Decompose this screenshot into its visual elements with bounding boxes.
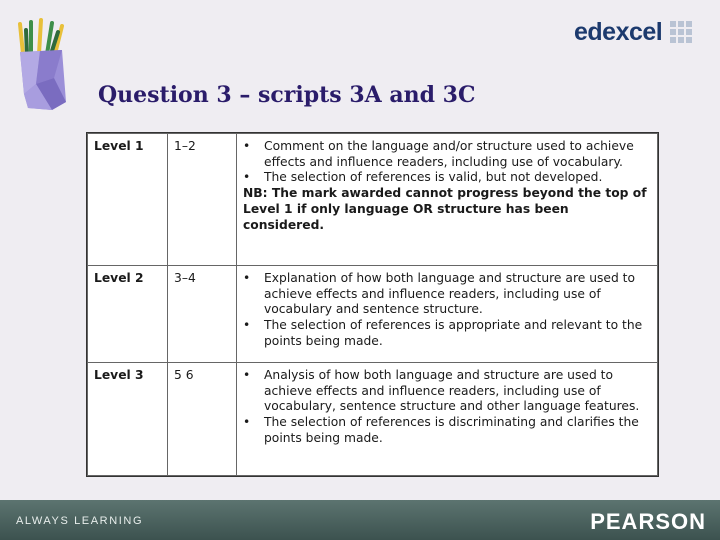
descriptor-text: The selection of references is discriminating and clarifies the points being made. [264, 415, 639, 445]
edexcel-dots-icon [670, 21, 692, 43]
marks-cell: 3–4 [168, 266, 237, 363]
descriptor-text: Analysis of how both language and structure are used to achieve effects and influence readers, including use of vocabulary, sentence structure and other language features. [264, 368, 640, 414]
table-row [88, 266, 658, 363]
mark-scheme-table [86, 132, 659, 477]
level-cell: Level 3 [88, 363, 168, 476]
marks-cell: 5 6 [168, 363, 237, 476]
bullet-icon: • [243, 368, 251, 382]
page-title: Question 3 – scripts 3A and 3C [98, 82, 476, 108]
pearson-logo: PEARSON [590, 509, 706, 534]
list-item [243, 415, 651, 446]
descriptor-cell [237, 266, 658, 363]
descriptor-text: Comment on the language and/or structure used to achieve effects and influence readers, including use of vocabulary. [264, 139, 634, 169]
bullet-icon: • [243, 139, 251, 153]
bullet-icon: • [243, 271, 251, 285]
footer-bar [0, 500, 720, 540]
list-item [243, 368, 651, 415]
bullet-icon: • [243, 318, 251, 333]
level-cell: Level 2 [88, 266, 168, 363]
note-text: NB: The mark awarded cannot progress beyond the top of Level 1 if only language OR structure has been considered. [243, 186, 647, 232]
footer-tagline: ALWAYS LEARNING [16, 515, 144, 527]
table-row [88, 134, 658, 266]
table-row [88, 363, 658, 476]
bullet-icon: • [243, 415, 251, 430]
descriptor-cell [237, 363, 658, 476]
list-item [243, 170, 651, 186]
list-item [243, 318, 651, 349]
descriptor-cell [237, 134, 658, 266]
edexcel-logo [574, 18, 692, 46]
descriptor-text: The selection of references is valid, but not developed. [264, 170, 603, 185]
pencil-pot-icon [14, 14, 74, 114]
list-item [243, 139, 651, 170]
marks-cell: 1–2 [168, 134, 237, 266]
edexcel-wordmark: edexcel [574, 18, 663, 46]
descriptor-text: Explanation of how both language and structure are used to achieve effects and influence readers, including use of vocabulary and sentence structure. [264, 271, 636, 317]
list-item [243, 271, 651, 318]
bullet-icon: • [243, 170, 251, 185]
level-cell: Level 1 [88, 134, 168, 266]
descriptor-text: The selection of references is appropriate and relevant to the points being made. [264, 318, 643, 348]
